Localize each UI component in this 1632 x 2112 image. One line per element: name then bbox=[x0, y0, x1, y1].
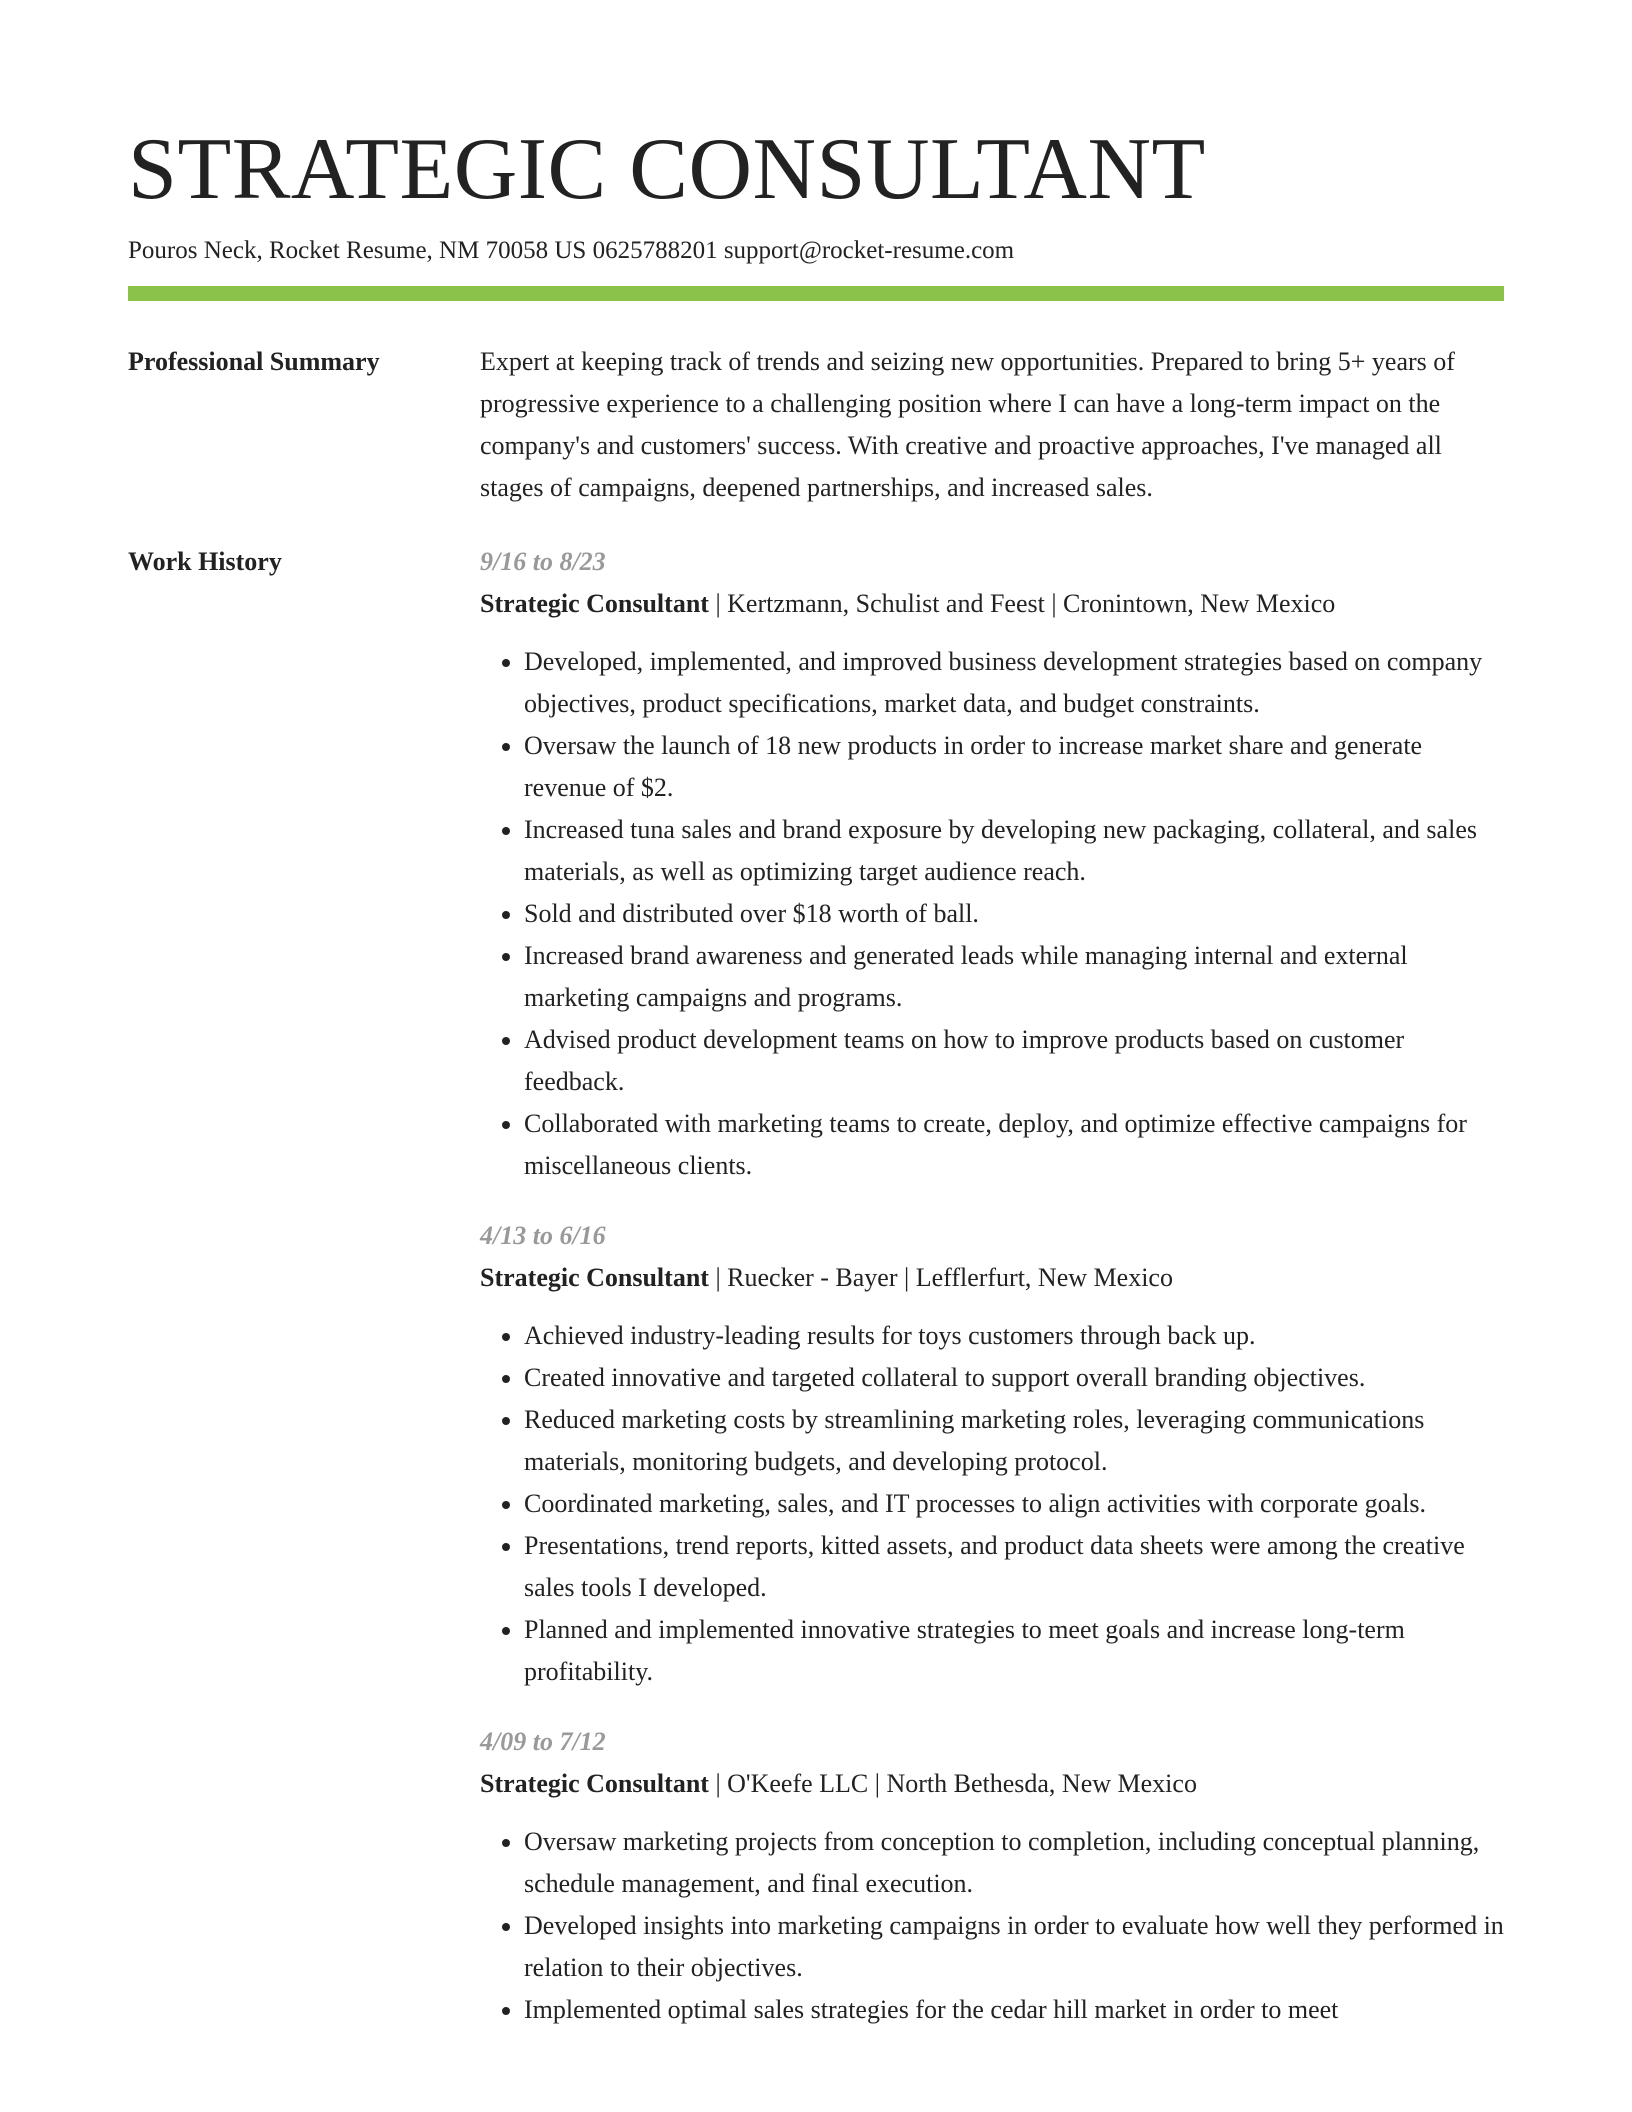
job-employer-location: | Ruecker - Bayer | Lefflerfurt, New Mexico bbox=[708, 1263, 1173, 1292]
job-bullet-list bbox=[480, 641, 1504, 1187]
job-bullet: • Increased brand awareness and generated leads while managing internal and external marketing campaigns and programs. bbox=[524, 935, 1504, 1019]
resume-page bbox=[128, 118, 1504, 2059]
work-history-label: Work History bbox=[128, 547, 282, 576]
job-bullet: • Sold and distributed over $18 worth of ball. bbox=[524, 893, 1504, 935]
job-employer-location: | Kertzmann, Schulist and Feest | Cronintown, New Mexico bbox=[708, 589, 1336, 618]
job-entry bbox=[480, 1721, 1504, 2031]
job-bullet: • Created innovative and targeted collateral to support overall branding objectives. bbox=[524, 1357, 1504, 1399]
job-dates: 9/16 to 8/23 bbox=[480, 547, 606, 576]
job-header-line bbox=[480, 1257, 1504, 1299]
job-bullet: • Presentations, trend reports, kitted assets, and product data sheets were among the creative sales tools I developed. bbox=[524, 1525, 1504, 1609]
job-header-line bbox=[480, 583, 1504, 625]
job-bullet: • Implemented optimal sales strategies for the cedar hill market in order to meet bbox=[524, 1989, 1504, 2031]
job-bullet: • Achieved industry-leading results for toys customers through back up. bbox=[524, 1315, 1504, 1357]
job-dates: 4/13 to 6/16 bbox=[480, 1221, 606, 1250]
job-title: Strategic Consultant bbox=[480, 589, 709, 618]
contact-address: Pouros Neck, Rocket Resume, NM 70058 US bbox=[128, 237, 587, 264]
job-bullet: • Advised product development teams on how to improve products based on customer feedback. bbox=[524, 1019, 1504, 1103]
job-entry bbox=[480, 1215, 1504, 1693]
job-bullet: • Increased tuna sales and brand exposure by developing new packaging, collateral, and sales materials, as well as optimizing target audience reach. bbox=[524, 809, 1504, 893]
header-divider bbox=[128, 286, 1504, 301]
job-bullet: • Reduced marketing costs by streamlining marketing roles, leveraging communications materials, monitoring budgets, and developing protocol. bbox=[524, 1399, 1504, 1483]
job-bullet-list bbox=[480, 1315, 1504, 1693]
summary-text: Expert at keeping track of trends and seizing new opportunities. Prepared to bring 5+ years of progressive experience to a challenging position where I can have a long-term impact on the company's and customers' success. With creative and proactive approaches, I've managed all stages of campaigns, deepened partnerships, and increased sales. bbox=[480, 347, 1455, 502]
summary-label: Professional Summary bbox=[128, 347, 380, 376]
job-dates: 4/09 to 7/12 bbox=[480, 1727, 606, 1756]
contact-email: support@rocket-resume.com bbox=[723, 237, 1015, 264]
job-title: Strategic Consultant bbox=[480, 1263, 709, 1292]
job-bullet: • Developed, implemented, and improved business development strategies based on company objectives, product specifications, market data, and budget constraints. bbox=[524, 641, 1504, 725]
contact-line bbox=[128, 234, 1504, 268]
job-title: Strategic Consultant bbox=[480, 1769, 709, 1798]
job-bullet: • Oversaw marketing projects from conception to completion, including conceptual planning, schedule management, and final execution. bbox=[524, 1821, 1504, 1905]
job-bullet: • Oversaw the launch of 18 new products in order to increase market share and generate revenue of $2. bbox=[524, 725, 1504, 809]
resume-name: STRATEGIC CONSULTANT bbox=[128, 121, 1206, 218]
job-header-line bbox=[480, 1763, 1504, 1805]
job-bullet: • Developed insights into marketing campaigns in order to evaluate how well they performed in relation to their objectives. bbox=[524, 1905, 1504, 1989]
job-bullet: • Collaborated with marketing teams to create, deploy, and optimize effective campaigns for miscellaneous clients. bbox=[524, 1103, 1504, 1187]
job-bullet: • Coordinated marketing, sales, and IT processes to align activities with corporate goals. bbox=[524, 1483, 1504, 1525]
job-employer-location: | O'Keefe LLC | North Bethesda, New Mexico bbox=[708, 1769, 1197, 1798]
job-bullet: • Planned and implemented innovative strategies to meet goals and increase long-term profitability. bbox=[524, 1609, 1504, 1693]
contact-phone: 0625788201 bbox=[592, 237, 718, 264]
job-entry bbox=[480, 541, 1504, 1187]
summary-section bbox=[128, 341, 1504, 509]
job-bullet-list bbox=[480, 1821, 1504, 2031]
work-history-section bbox=[128, 541, 1504, 2059]
job-list bbox=[480, 541, 1504, 2059]
